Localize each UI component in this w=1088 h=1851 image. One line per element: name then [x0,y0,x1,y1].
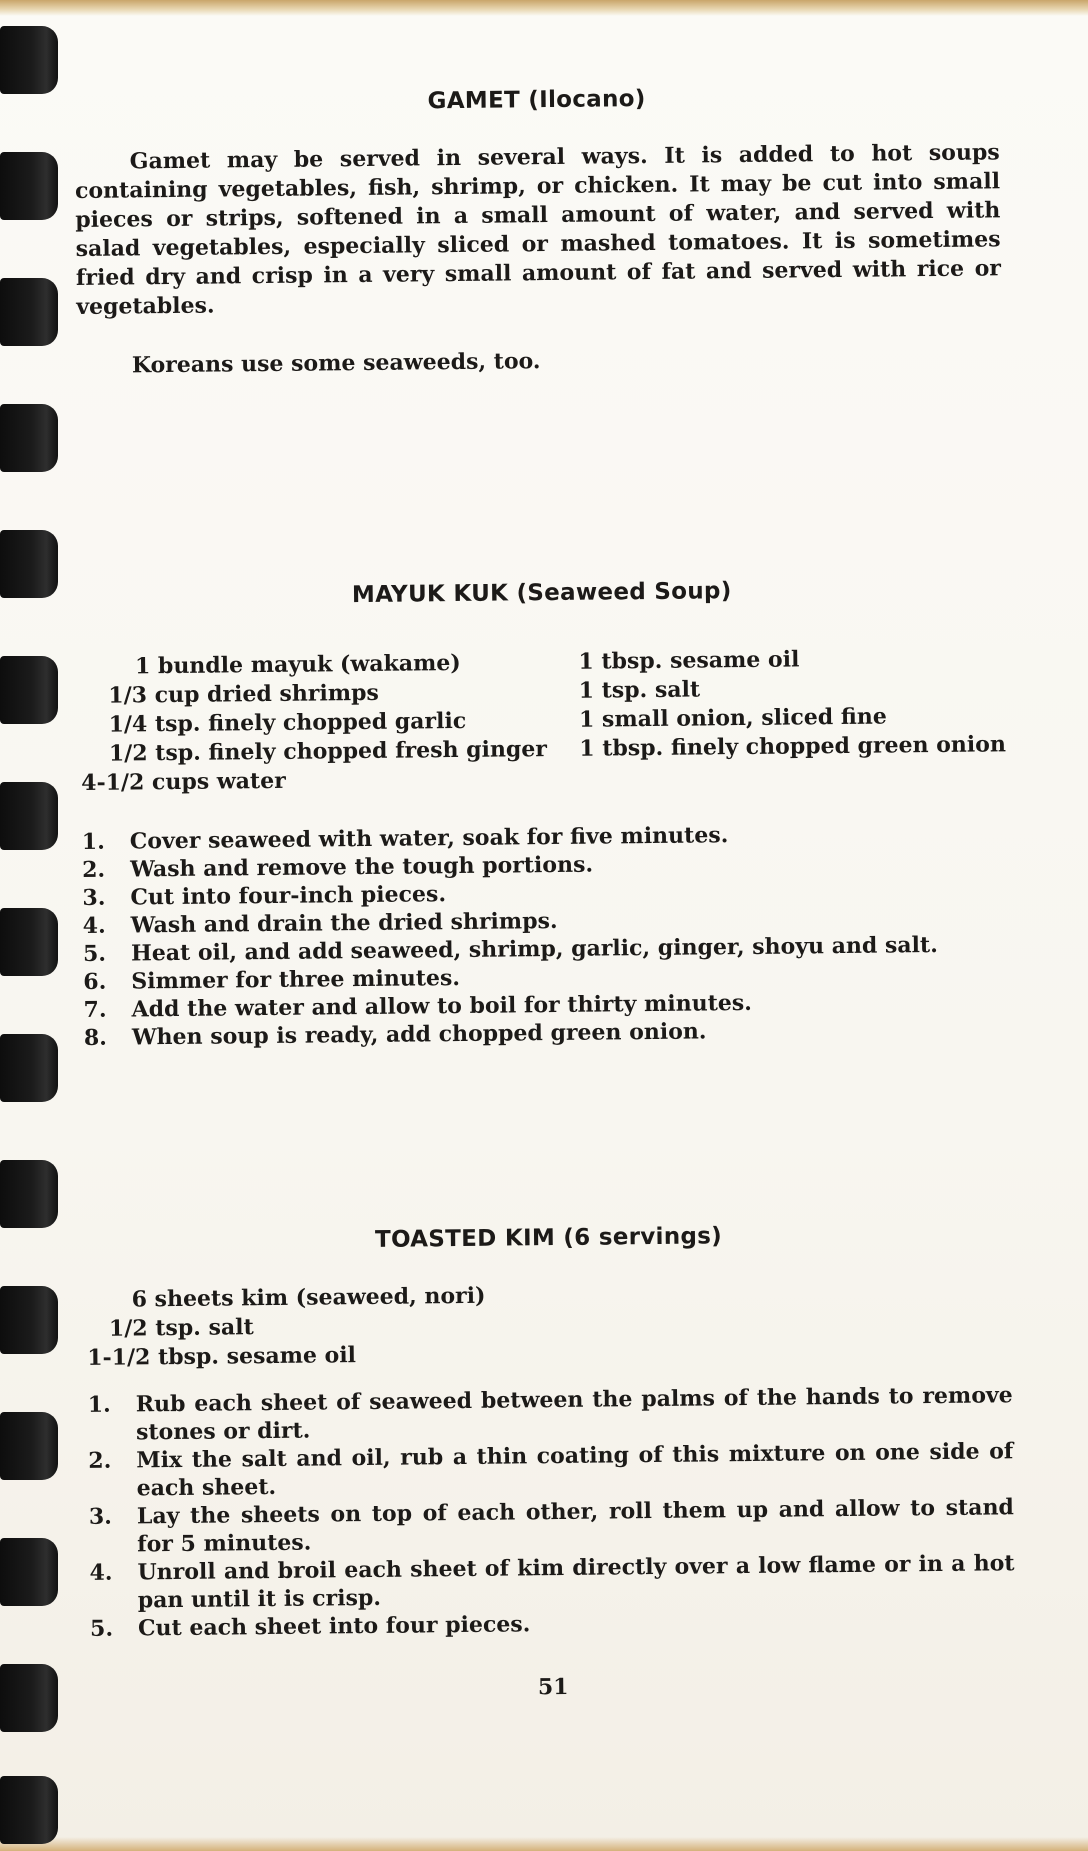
toasted-kim-steps [88,1381,1016,1643]
step-number: 5. [82,940,107,967]
toasted-kim-ingredients [87,1276,1013,1373]
mayuk-kuk-section [79,575,1009,1052]
ingredient-line: 6 sheets kim (seaweed, nori) [131,1282,486,1313]
toasted-kim-title: TOASTED KIM (6 servings) [374,1223,723,1253]
binding-ring-icon [0,278,58,346]
ingredient-line: 4-1/2 cups water [81,767,286,796]
step-number: 5. [89,1615,114,1642]
ingredient-line: 1 tsp. salt [578,676,701,704]
ingredients-right-column [578,643,1006,792]
step-text: Mix the salt and oil, rub a thin coating of this mixture on one side of each sheet. [136,1438,1014,1502]
binding-ring-icon [0,1538,58,1606]
page-number: 51 [537,1673,569,1701]
step-number: 8. [83,1024,108,1051]
step-item [88,1381,1014,1447]
step-text: Lay the sheets on top of each other, roll them up and allow to stand for 5 minutes. [136,1494,1015,1558]
step-number: 1. [87,1391,111,1418]
binding-ring-icon [0,152,58,220]
binding-ring-icon [0,1160,58,1228]
step-text: Unroll and broil each sheet of kim directly over a low flame or in a hot pan until it is crisp. [137,1550,1015,1614]
step-number: 7. [83,996,107,1023]
gamet-title: GAMET (Ilocano) [427,86,646,115]
step-number: 6. [83,968,107,995]
step-number: 3. [88,1503,113,1530]
binding-ring-icon [0,1664,58,1732]
page-top-edge [0,0,1088,16]
ingredient-line: 1/2 tsp. salt [108,1314,254,1342]
ingredient-line: 1 small onion, sliced fine [578,703,887,733]
page-content [74,82,1016,1705]
ingredient-line: 1/4 tsp. finely chopped garlic [108,707,467,738]
step-number: 4. [82,912,106,939]
step-text: Simmer for three minutes. [131,965,461,995]
ingredient-line: 1 bundle mayuk (wakame) [134,649,461,680]
spiral-binding [0,0,70,1851]
page-bottom-edge [0,1837,1088,1851]
step-text: When soup is ready, add chopped green onion. [131,1018,707,1051]
step-item [89,1549,1015,1615]
step-number: 3. [82,884,106,911]
step-text: Rub each sheet of seaweed between the palms of the hands to remove stones or dirt. [135,1382,1013,1446]
ingredient-line: 1 tbsp. finely chopped green onion [579,731,1007,762]
step-text: Wash and remove the tough portions. [130,851,594,883]
binding-ring-icon [0,26,58,94]
binding-ring-icon [0,656,58,724]
mayuk-kuk-steps [82,818,1009,1052]
step-number: 2. [88,1447,112,1474]
ingredient-line: 1/3 cup dried shrimps [108,679,379,709]
binding-ring-icon [0,1776,58,1844]
step-text: Cover seaweed with water, soak for five minutes. [129,822,729,855]
step-text: Wash and drain the dried shrimps. [130,907,558,939]
step-text: Add the water and allow to boil for thirty minutes. [131,989,753,1023]
step-item [88,1437,1014,1503]
step-number: 1. [81,828,105,855]
gamet-paragraph: Gamet may be served in several ways. It is added to hot soups containing vegetables, fish, shrimp, or chicken. It may be cut into small pieces or strips, softened in a small amount of water, and served with salad vegetables, especially sliced or mashed tomatoes. It is sometimes fried dry and crisp in a very small amount of fat and served with rice or vegetables. [74,139,1002,320]
ingredient-line: 1/2 tsp. finely chopped fresh ginger [108,736,548,767]
step-text: Cut into four-inch pieces. [130,881,447,911]
binding-ring-icon [0,1034,58,1102]
ingredient-line: 1 tbsp. sesame oil [578,646,800,675]
step-item [89,1493,1015,1559]
binding-ring-icon [0,908,58,976]
toasted-kim-section [86,1220,1015,1643]
binding-ring-icon [0,782,58,850]
step-text: Heat oil, and add seaweed, shrimp, garlic, ginger, shoyu and salt. [130,932,938,967]
ingredients-left-column [80,648,580,798]
gamet-note: Koreans use some seaweeds, too. [131,348,541,379]
binding-ring-icon [0,1412,58,1480]
gamet-section [74,82,1002,381]
step-text: Cut each sheet into four pieces. [137,1611,531,1642]
ingredient-line: 1-1/2 tbsp. sesame oil [87,1342,357,1371]
step-number: 2. [82,856,106,883]
step-number: 4. [89,1559,113,1586]
binding-ring-icon [0,404,58,472]
binding-ring-icon [0,530,58,598]
mayuk-kuk-ingredients [80,643,1006,798]
mayuk-kuk-title: MAYUK KUK (Seaweed Soup) [351,578,732,609]
binding-ring-icon [0,1286,58,1354]
